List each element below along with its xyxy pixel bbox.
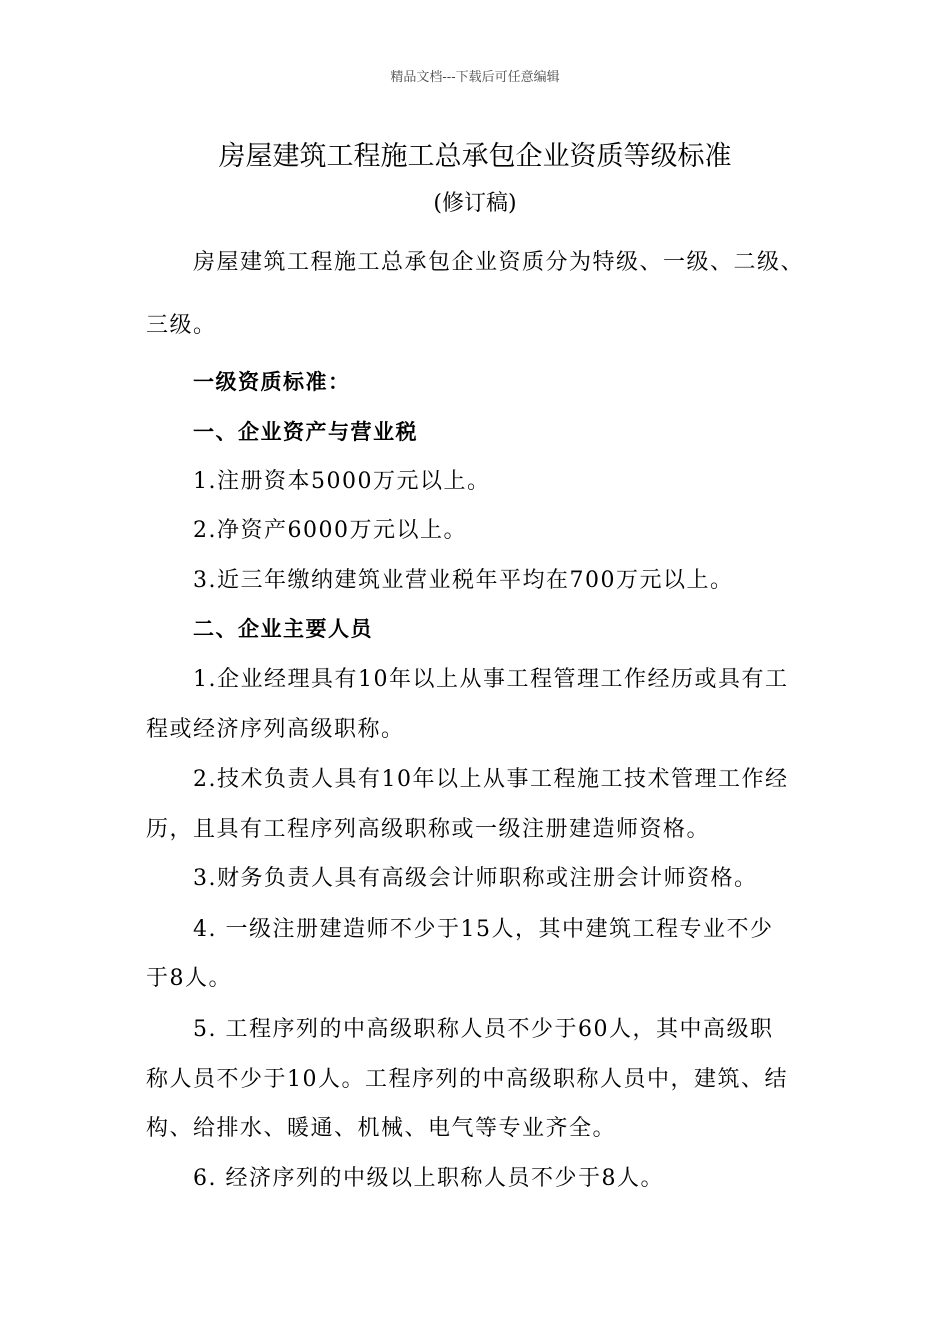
- document-title: 房屋建筑工程施工总承包企业资质等级标准: [218, 141, 732, 172]
- header-note: 精品文档---下载后可任意编辑: [390, 70, 560, 85]
- paragraph-line: 程或经济序列高级职称。: [146, 717, 405, 742]
- paragraph-line: 4. 一级注册建造师不少于15人，其中建筑工程专业不少: [193, 917, 774, 942]
- paragraph-line: 构、给排水、暖通、机械、电气等专业齐全。: [146, 1116, 617, 1141]
- paragraph-line: 历，且具有工程序列高级职称或一级注册建造师资格。: [146, 817, 711, 842]
- paragraph-line: 三级。: [146, 313, 217, 338]
- paragraph-line: 6. 经济序列的中级以上职称人员不少于8人。: [193, 1166, 664, 1191]
- section-heading: 一、企业资产与营业税: [193, 420, 418, 444]
- paragraph-line: 2.技术负责人具有10年以上从事工程施工技术管理工作经: [193, 767, 789, 792]
- paragraph-line: 称人员不少于10人。工程序列的中高级职称人员中，建筑、结: [146, 1067, 788, 1092]
- section-heading: 二、企业主要人员: [193, 617, 373, 641]
- document-subtitle: (修订稿): [433, 191, 517, 216]
- paragraph-line: 1.注册资本5000万元以上。: [193, 469, 491, 494]
- paragraph-line: 2.净资产6000万元以上。: [193, 518, 467, 543]
- paragraph-line: 3.近三年缴纳建筑业营业税年平均在700万元以上。: [193, 568, 734, 593]
- paragraph-line: 于8人。: [146, 966, 232, 991]
- section-heading: 一级资质标准：: [193, 370, 351, 394]
- paragraph-line: 1.企业经理具有10年以上从事工程管理工作经历或具有工: [193, 667, 789, 692]
- paragraph-line: 3.财务负责人具有高级会计师职称或注册会计师资格。: [193, 866, 758, 891]
- paragraph-line: 房屋建筑工程施工总承包企业资质分为特级、一级、二级、: [193, 250, 805, 275]
- paragraph-line: 5. 工程序列的中高级职称人员不少于60人，其中高级职: [193, 1017, 774, 1042]
